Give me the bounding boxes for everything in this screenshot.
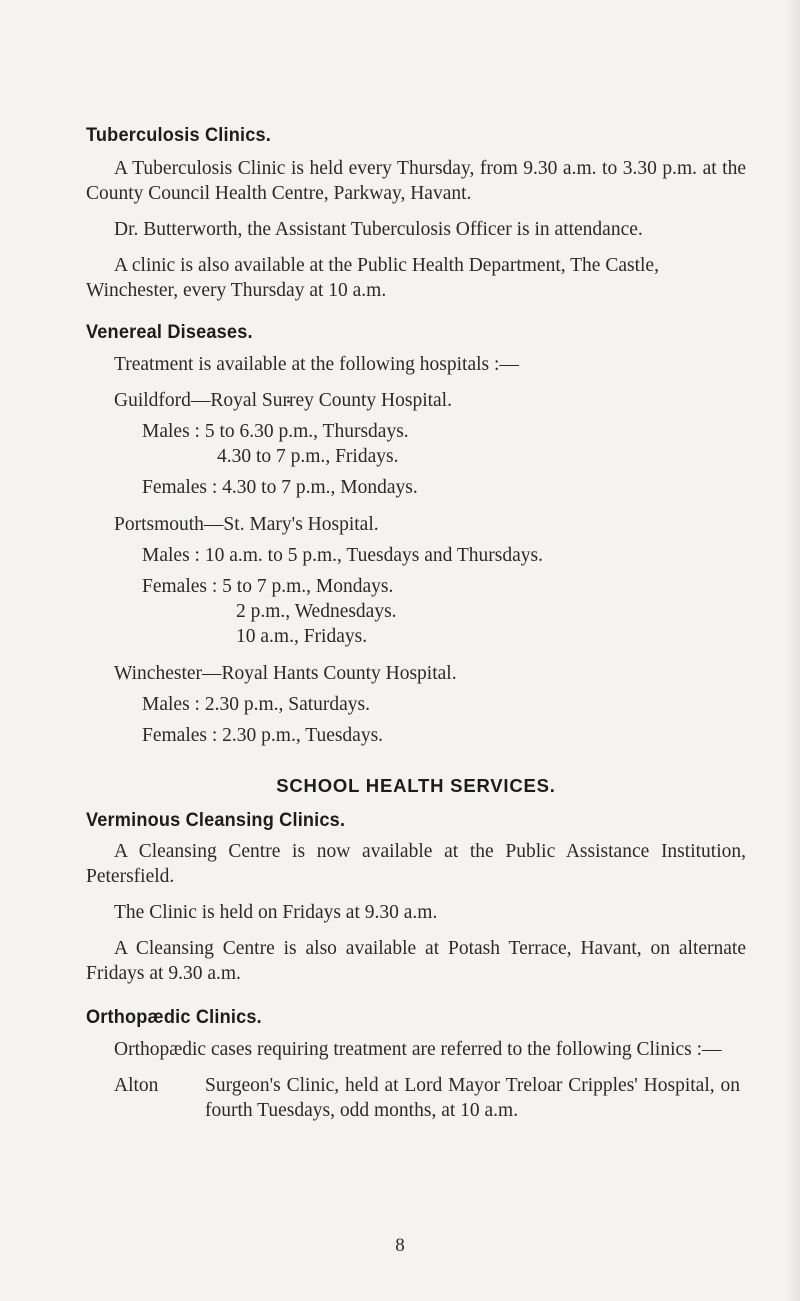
portsmouth-females-2: 2 p.m., Wednesdays.: [236, 601, 397, 622]
tuberculosis-para-1: A Tuberculosis Clinic is held every Thursday, from 9.30 a.m. to 3.30 p.m. at the County Council Health Centre, Parkway, Havant.: [86, 158, 746, 204]
document-page: [86, 124, 746, 1123]
verminous-para-2: The Clinic is held on Fridays at 9.30 a.m.: [114, 902, 438, 923]
orthopaedic-heading: Orthopædic Clinics.: [86, 1006, 262, 1028]
orthopaedic-para-1: Orthopædic cases requiring treatment are referred to the following Clinics :—: [114, 1039, 722, 1060]
portsmouth-hospital: Portsmouth—St. Mary's Hospital.: [114, 514, 379, 535]
clinic-detail: Surgeon's Clinic, held at Lord Mayor Treloar Cripples' Hospital, on fourth Tuesdays, odd months, at 10 a.m.: [205, 1075, 740, 1121]
winchester-females: Females : 2.30 p.m., Tuesdays.: [142, 725, 384, 746]
guildford-males-1: Males : 5 to 6.30 p.m., Thursdays.: [142, 421, 409, 442]
clinic-entry: [86, 1073, 746, 1123]
venereal-heading: Venereal Diseases.: [86, 321, 253, 343]
guildford-hospital: Guildford—Royal Surrey County Hospital.: [114, 390, 452, 411]
tuberculosis-para-2: Dr. Butterworth, the Assistant Tuberculosis Officer is in attendance.: [114, 219, 643, 240]
venereal-intro: Treatment is available at the following hospitals :—: [114, 354, 519, 375]
guildford-females: Females : 4.30 to 7 p.m., Mondays.: [142, 477, 418, 498]
page-edge-shadow: [786, 0, 800, 1301]
page-number: 8: [395, 1235, 405, 1256]
guildford-males-2: 4.30 to 7 p.m., Fridays.: [217, 446, 399, 467]
verminous-heading: Verminous Cleansing Clinics.: [86, 809, 346, 831]
portsmouth-males: Males : 10 a.m. to 5 p.m., Tuesdays and Thursdays.: [142, 545, 544, 566]
verminous-para-3: A Cleansing Centre is also available at Potash Terrace, Havant, on alternate Fridays at 9.30 a.m.: [86, 938, 746, 984]
verminous-para-1: A Cleansing Centre is now available at the Public Assistance Institution, Petersfield.: [86, 841, 746, 887]
tuberculosis-para-3: A clinic is also available at the Public Health Department, The Castle, Winchester, every Thursday at 10 a.m.: [86, 255, 659, 301]
clinic-place: Alton: [114, 1075, 159, 1096]
winchester-males: Males : 2.30 p.m., Saturdays.: [142, 694, 371, 715]
portsmouth-females-1: Females : 5 to 7 p.m., Mondays.: [142, 576, 394, 597]
winchester-hospital: Winchester—Royal Hants County Hospital.: [114, 663, 457, 684]
tuberculosis-heading: Tuberculosis Clinics.: [86, 124, 271, 146]
portsmouth-females-3: 10 a.m., Fridays.: [236, 626, 368, 647]
school-health-heading: SCHOOL HEALTH SERVICES.: [276, 775, 556, 796]
